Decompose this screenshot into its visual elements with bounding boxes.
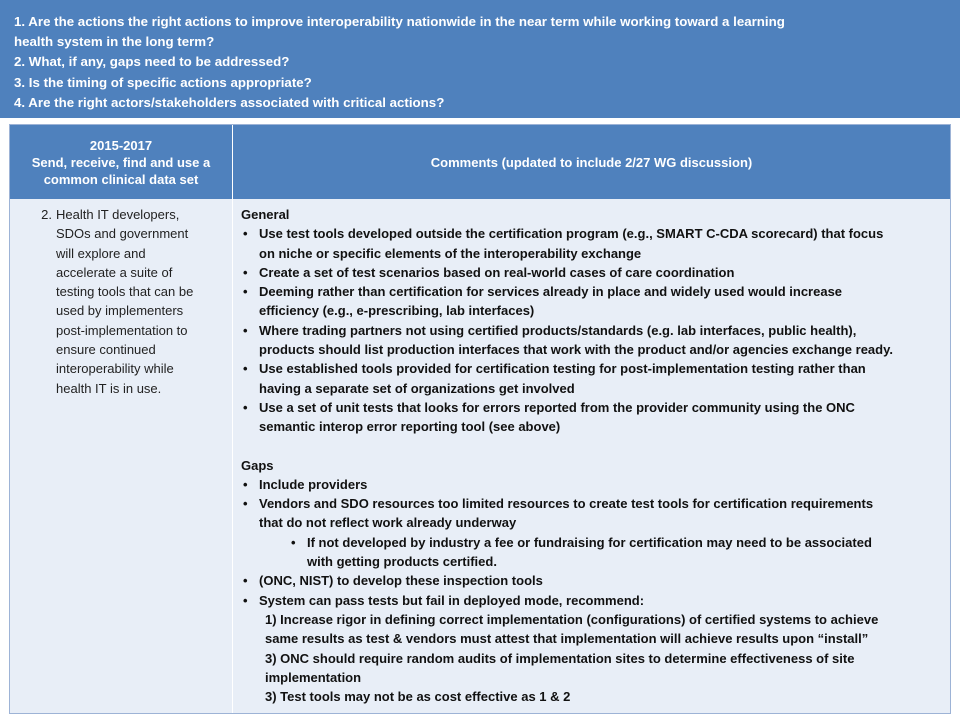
- bullet-icon: •: [243, 476, 248, 492]
- bullet-line: Vendors and SDO resources too limited resources to create test tools for certification requirements: [259, 496, 874, 512]
- action-line: SDOs and government: [56, 226, 189, 242]
- bullet-line: on niche or specific elements of the interoperability exchange: [259, 245, 642, 261]
- general-bullet: [241, 359, 944, 398]
- recommendation-line: 1) Increase rigor in defining correct implementation (configurations) of certified systems to achieve: [265, 611, 879, 627]
- bullet-icon: •: [243, 496, 248, 512]
- action-description: [54, 205, 226, 713]
- bullet-line: products should list production interfaces that work with the product and/or agencies exchange ready.: [259, 342, 893, 358]
- action-line: interoperability while: [56, 361, 174, 377]
- table-header: [10, 125, 950, 199]
- recommendation-line: 3) Test tools may not be as cost effective as 1 & 2: [265, 689, 571, 705]
- section-spacer: [241, 437, 944, 456]
- bullet-icon: •: [243, 573, 248, 589]
- recommendation-item: [241, 687, 944, 706]
- question-line: health system in the long term?: [14, 34, 215, 50]
- action-line: health IT is in use.: [56, 380, 162, 396]
- recommendation-item: [241, 649, 944, 688]
- bullet-line: Use a set of unit tests that looks for errors reported from the provider community using the ONC: [259, 399, 855, 415]
- header-period-line: Send, receive, find and use a: [31, 154, 211, 170]
- gaps-heading: Gaps: [241, 457, 274, 473]
- question-line: 3. Is the timing of specific actions appropriate?: [14, 74, 312, 90]
- action-line: ensure continued: [56, 342, 156, 358]
- bullet-line: with getting products certified.: [307, 554, 497, 570]
- action-line: post-implementation to: [56, 322, 188, 338]
- action-line: will explore and: [56, 245, 146, 261]
- recommendation-line: implementation: [265, 669, 362, 685]
- bullet-line: (ONC, NIST) to develop these inspection tools: [259, 573, 543, 589]
- bullet-line: System can pass tests but fail in deployed mode, recommend:: [259, 592, 645, 608]
- general-bullet: [241, 263, 944, 282]
- bullet-line: efficiency (e.g., e-prescribing, lab interfaces): [259, 303, 535, 319]
- bullet-icon: •: [243, 592, 248, 608]
- bullet-icon: •: [243, 226, 248, 242]
- action-line: Health IT developers,: [56, 207, 180, 222]
- comments-table: [9, 124, 951, 714]
- question-line: 4. Are the right actors/stakeholders associated with critical actions?: [14, 94, 445, 110]
- header-period-cell: [10, 125, 233, 199]
- header-comments-label: Comments (updated to include 2/27 WG discussion): [430, 154, 753, 170]
- comments-cell: [233, 199, 950, 713]
- table-row: [10, 199, 950, 713]
- recommendation-line: same results as test & vendors must attest that implementation will achieve results upon “install”: [265, 631, 869, 647]
- bullet-line: If not developed by industry a fee or fundraising for certification may need to be associated: [307, 534, 872, 550]
- questions-banner: [0, 0, 960, 118]
- gaps-bullet: [241, 591, 944, 610]
- header-period-line: 2015-2017: [89, 137, 153, 153]
- action-number: 2.: [41, 207, 52, 222]
- general-bullet: [241, 321, 944, 360]
- bullet-icon: •: [243, 284, 248, 300]
- action-line: used by implementers: [56, 303, 184, 319]
- question-line: 2. What, if any, gaps need to be addressed?: [14, 54, 290, 70]
- general-bullet: [241, 224, 944, 263]
- general-bullet: [241, 398, 944, 437]
- action-cell: [10, 199, 233, 713]
- bullet-line: Where trading partners not using certified products/standards (e.g. lab interfaces, public health),: [259, 322, 857, 338]
- bullet-icon: •: [291, 534, 296, 550]
- bullet-icon: •: [243, 322, 248, 338]
- action-line: testing tools that can be: [56, 284, 194, 300]
- bullet-icon: •: [243, 264, 248, 280]
- bullet-line: having a separate set of organizations get involved: [259, 380, 575, 396]
- recommendation-line: 3) ONC should require random audits of implementation sites to determine effectiveness of site: [265, 650, 855, 666]
- bullet-line: Create a set of test scenarios based on real-world cases of care coordination: [259, 264, 735, 280]
- gaps-sub-bullet: [241, 533, 944, 572]
- gaps-bullet: [241, 475, 944, 494]
- question-line: 1. Are the actions the right actions to improve interoperability nationwide in the near term while working toward a learning: [14, 14, 785, 29]
- recommendation-item: [241, 610, 944, 649]
- bullet-line: Use test tools developed outside the certification program (e.g., SMART C-CDA scorecard) that focus: [259, 226, 884, 242]
- bullet-line: that do not reflect work already underway: [259, 515, 517, 531]
- bullet-line: semantic interop error reporting tool (see above): [259, 419, 561, 435]
- gaps-bullet: [241, 494, 944, 533]
- gaps-bullet: [241, 571, 944, 590]
- bullet-icon: •: [243, 361, 248, 377]
- header-period-line: common clinical data set: [43, 171, 199, 187]
- general-bullet: [241, 282, 944, 321]
- bullet-line: Use established tools provided for certification testing for post-implementation testing rather than: [259, 361, 866, 377]
- bullet-line: Include providers: [259, 476, 368, 492]
- action-line: accelerate a suite of: [56, 264, 173, 280]
- bullet-line: Deeming rather than certification for services already in place and widely used would increase: [259, 284, 843, 300]
- header-comments-cell: [233, 125, 950, 199]
- bullet-icon: •: [243, 399, 248, 415]
- general-heading: General: [241, 207, 290, 222]
